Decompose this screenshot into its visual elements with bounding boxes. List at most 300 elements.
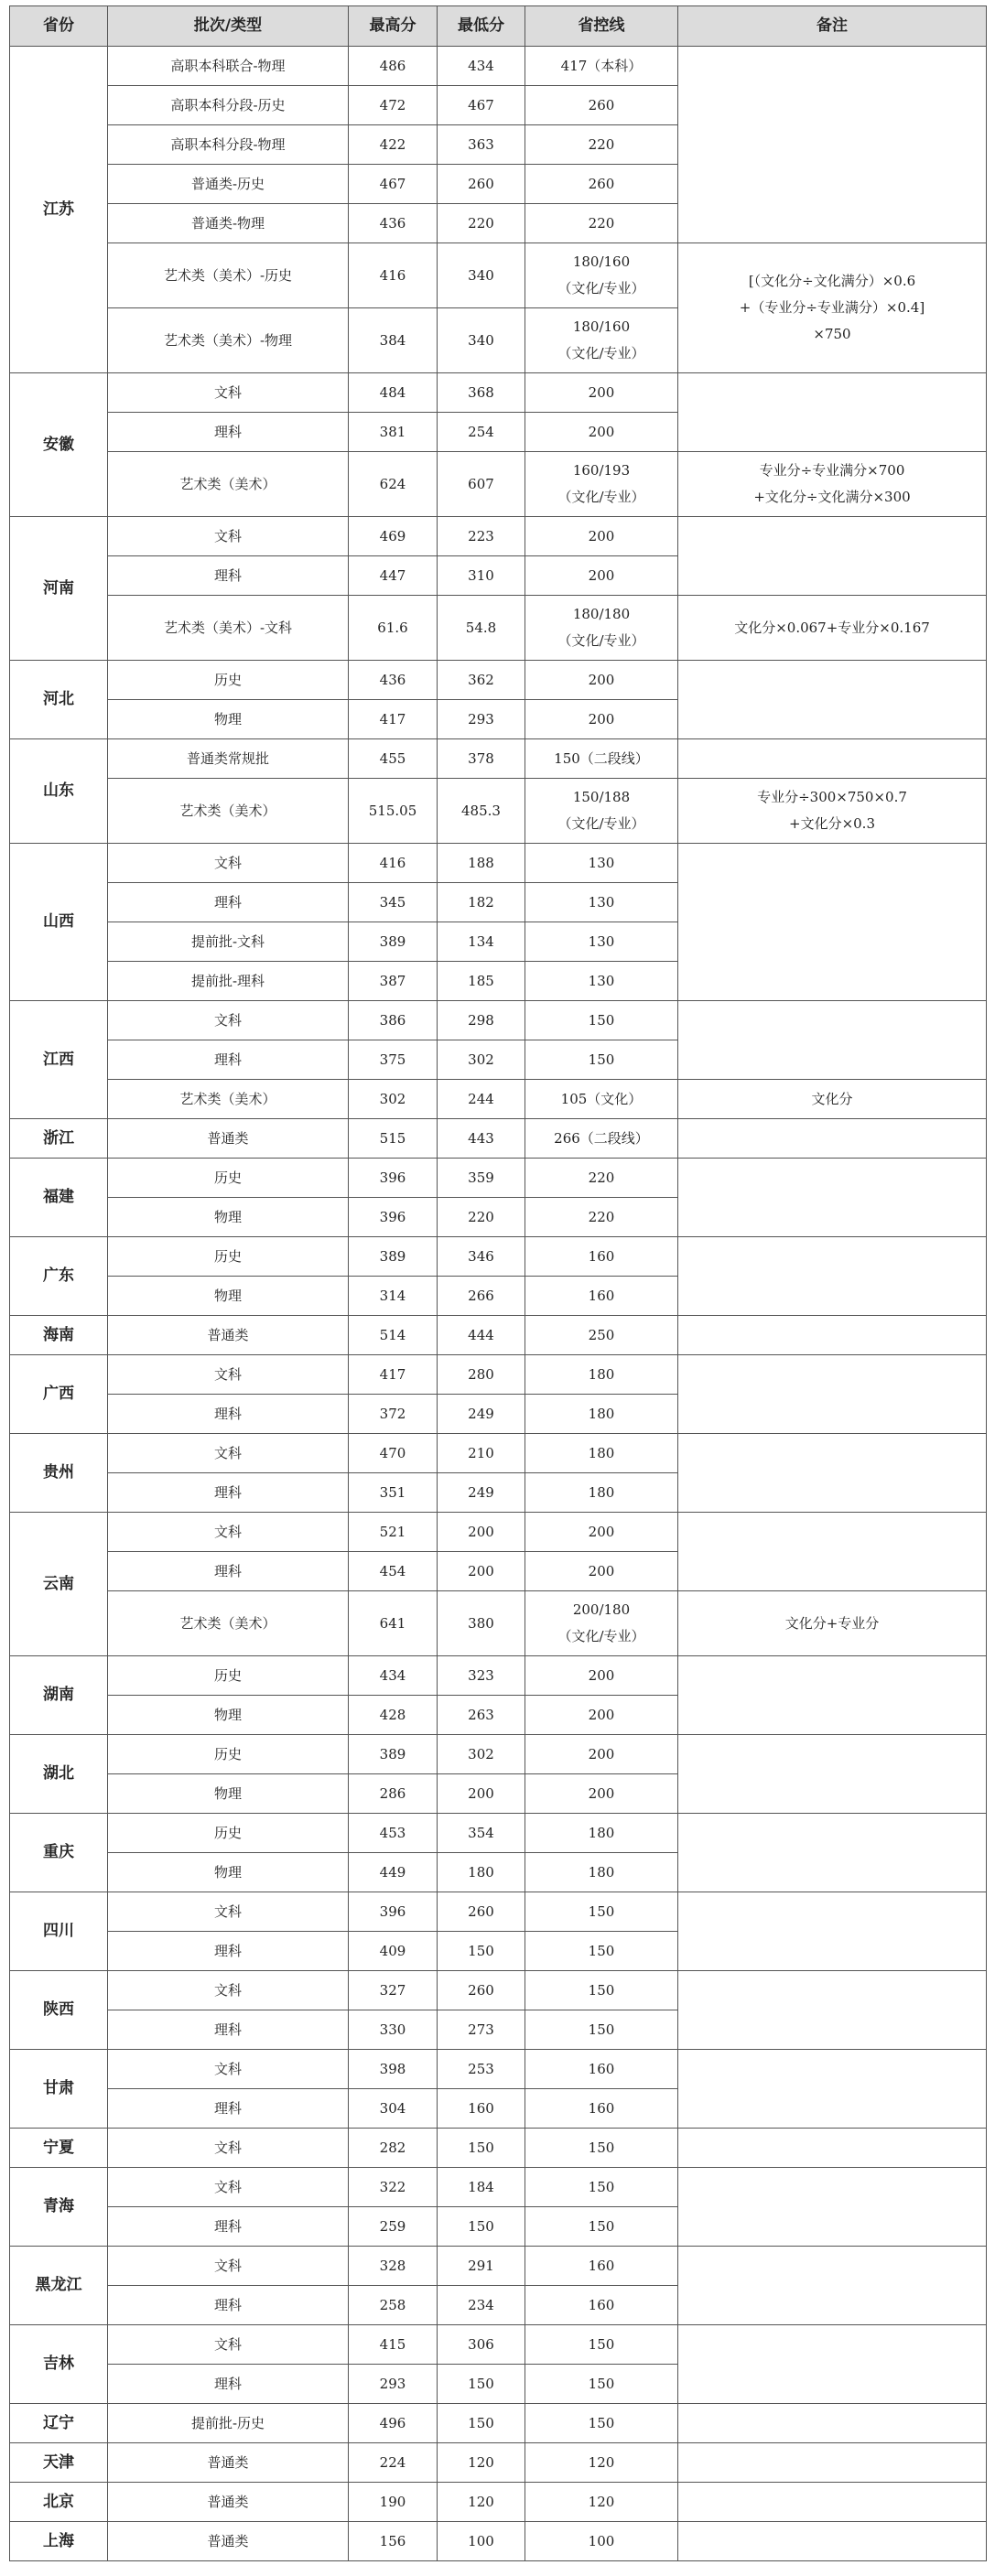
control-line-cell — [525, 1237, 678, 1277]
batch-type-cell: 历史 — [108, 1814, 349, 1853]
batch-type-cell: 物理 — [108, 1774, 349, 1814]
min-score-cell: 54.8 — [438, 596, 525, 661]
min-score-cell: 234 — [438, 2286, 525, 2325]
batch-type-cell: 文科 — [108, 1355, 349, 1395]
province-cell: 湖北 — [10, 1735, 108, 1814]
min-score-cell: 302 — [438, 1735, 525, 1774]
control-line-text: 160 — [588, 2099, 615, 2117]
batch-type-cell: 理科 — [108, 1932, 349, 1971]
batch-type-cell: 普通类常规批 — [108, 739, 349, 779]
batch-type-cell: 艺术类（美术） — [108, 1080, 349, 1119]
batch-type-cell: 文科 — [108, 2247, 349, 2286]
control-line-cell — [525, 1434, 678, 1473]
batch-type-cell: 普通类 — [108, 1119, 349, 1159]
control-line-cell — [525, 1591, 678, 1656]
control-line-cell — [525, 1473, 678, 1513]
control-line-cell — [525, 1513, 678, 1552]
min-score-cell: 340 — [438, 243, 525, 308]
batch-type-cell: 文科 — [108, 1513, 349, 1552]
province-cell: 四川 — [10, 1892, 108, 1971]
table-row — [10, 1971, 987, 2010]
notes-cell — [678, 517, 987, 596]
min-score-cell: 434 — [438, 47, 525, 86]
control-line-text: 180/180 — [572, 606, 631, 622]
batch-type-cell: 艺术类（美术）-物理 — [108, 308, 349, 373]
control-line-cell — [525, 204, 678, 243]
control-line-text: 160 — [588, 2296, 615, 2313]
control-line-cell — [525, 308, 678, 373]
max-score-cell: 389 — [349, 922, 438, 962]
header-province: 省份 — [10, 6, 108, 47]
min-score-cell: 150 — [438, 2129, 525, 2168]
min-score-cell: 150 — [438, 1932, 525, 1971]
notes-cell — [678, 2168, 987, 2247]
table-row — [10, 1355, 987, 1395]
notes-text: +文化分×0.3 — [789, 815, 875, 832]
province-cell: 甘肃 — [10, 2050, 108, 2129]
max-score-cell: 417 — [349, 700, 438, 739]
header-max-score: 最高分 — [349, 6, 438, 47]
max-score-cell: 521 — [349, 1513, 438, 1552]
batch-type-cell: 历史 — [108, 1735, 349, 1774]
control-line-text: 200 — [588, 1562, 615, 1579]
control-line-cell — [525, 2443, 678, 2483]
control-line-cell — [525, 1853, 678, 1892]
min-score-cell: 210 — [438, 1434, 525, 1473]
min-score-cell: 100 — [438, 2522, 525, 2561]
control-line-cell — [525, 922, 678, 962]
max-score-cell: 372 — [349, 1395, 438, 1434]
control-line-text: 150 — [588, 1902, 615, 1920]
max-score-cell: 455 — [349, 739, 438, 779]
max-score-cell: 375 — [349, 1040, 438, 1080]
max-score-cell: 314 — [349, 1277, 438, 1316]
notes-cell — [678, 1316, 987, 1355]
control-line-text: 180 — [588, 1365, 615, 1383]
province-cell: 江西 — [10, 1001, 108, 1119]
notes-text: 专业分÷300×750×0.7 — [757, 789, 907, 805]
min-score-cell: 280 — [438, 1355, 525, 1395]
notes-text: [（文化分÷文化满分）×0.6 — [748, 273, 916, 289]
province-cell: 河北 — [10, 661, 108, 739]
batch-type-cell: 文科 — [108, 2129, 349, 2168]
province-cell: 山东 — [10, 739, 108, 844]
batch-type-cell: 文科 — [108, 373, 349, 413]
control-line-cell — [525, 1198, 678, 1237]
table-row — [10, 1735, 987, 1774]
control-line-cell — [525, 2483, 678, 2522]
max-score-cell: 409 — [349, 1932, 438, 1971]
batch-type-cell: 艺术类（美术） — [108, 452, 349, 517]
table-row — [10, 2443, 987, 2483]
batch-type-cell: 历史 — [108, 661, 349, 700]
max-score-cell: 467 — [349, 165, 438, 204]
control-line-text: 130 — [588, 932, 615, 950]
notes-cell — [678, 243, 987, 373]
control-line-text: 150 — [588, 2335, 615, 2353]
control-line-text: 160 — [588, 1247, 615, 1265]
max-score-cell: 428 — [349, 1696, 438, 1735]
control-line-text: 200/180 — [572, 1601, 631, 1618]
min-score-cell: 120 — [438, 2443, 525, 2483]
notes-cell — [678, 1159, 987, 1237]
control-line-cell — [525, 1395, 678, 1434]
control-line-text: 200 — [588, 671, 615, 688]
table-row — [10, 1237, 987, 1277]
control-line-cell — [525, 1040, 678, 1080]
min-score-cell: 368 — [438, 373, 525, 413]
batch-type-cell: 理科 — [108, 2010, 349, 2050]
max-score-cell: 384 — [349, 308, 438, 373]
province-cell: 辽宁 — [10, 2404, 108, 2443]
min-score-cell: 298 — [438, 1001, 525, 1040]
notes-cell — [678, 661, 987, 739]
batch-type-cell: 理科 — [108, 2089, 349, 2129]
province-cell: 湖南 — [10, 1656, 108, 1735]
province-cell: 福建 — [10, 1159, 108, 1237]
min-score-cell: 346 — [438, 1237, 525, 1277]
batch-type-cell: 物理 — [108, 1198, 349, 1237]
table-row — [10, 47, 987, 86]
batch-type-cell: 文科 — [108, 517, 349, 556]
province-cell: 青海 — [10, 2168, 108, 2247]
min-score-cell: 134 — [438, 922, 525, 962]
control-line-text: （文化/专业） — [557, 489, 645, 505]
control-line-cell — [525, 1001, 678, 1040]
control-line-cell — [525, 86, 678, 125]
table-row — [10, 2404, 987, 2443]
control-line-cell — [525, 1774, 678, 1814]
max-score-cell: 302 — [349, 1080, 438, 1119]
max-score-cell: 417 — [349, 1355, 438, 1395]
batch-type-cell: 物理 — [108, 700, 349, 739]
notes-cell — [678, 2129, 987, 2168]
control-line-text: 150 — [588, 1011, 615, 1029]
notes-cell — [678, 1080, 987, 1119]
control-line-cell — [525, 1735, 678, 1774]
control-line-cell — [525, 452, 678, 517]
max-score-cell: 470 — [349, 1434, 438, 1473]
control-line-text: 200 — [588, 1784, 615, 1802]
batch-type-cell: 理科 — [108, 1552, 349, 1591]
max-score-cell: 641 — [349, 1591, 438, 1656]
max-score-cell: 515.05 — [349, 779, 438, 844]
control-line-text: 180 — [588, 1405, 615, 1422]
control-line-cell — [525, 1552, 678, 1591]
control-line-text: 130 — [588, 854, 615, 871]
max-score-cell: 416 — [349, 243, 438, 308]
batch-type-cell: 艺术类（美术）-文科 — [108, 596, 349, 661]
control-line-text: 266（二段线） — [554, 1129, 649, 1147]
notes-cell — [678, 1735, 987, 1814]
min-score-cell: 220 — [438, 204, 525, 243]
max-score-cell: 322 — [349, 2168, 438, 2207]
min-score-cell: 260 — [438, 1971, 525, 2010]
max-score-cell: 259 — [349, 2207, 438, 2247]
min-score-cell: 293 — [438, 700, 525, 739]
control-line-text: 180 — [588, 1824, 615, 1841]
min-score-cell: 260 — [438, 1892, 525, 1932]
table-row — [10, 1434, 987, 1473]
min-score-cell: 220 — [438, 1198, 525, 1237]
control-line-cell — [525, 413, 678, 452]
max-score-cell: 282 — [349, 2129, 438, 2168]
province-cell: 安徽 — [10, 373, 108, 517]
control-line-text: 220 — [588, 135, 615, 153]
table-row — [10, 2483, 987, 2522]
min-score-cell: 249 — [438, 1395, 525, 1434]
province-cell: 天津 — [10, 2443, 108, 2483]
max-score-cell: 389 — [349, 1237, 438, 1277]
control-line-cell — [525, 661, 678, 700]
min-score-cell: 185 — [438, 962, 525, 1001]
control-line-cell — [525, 883, 678, 922]
table-row — [10, 2325, 987, 2365]
batch-type-cell: 文科 — [108, 2168, 349, 2207]
table-row — [10, 1001, 987, 1040]
table-row — [10, 1316, 987, 1355]
min-score-cell: 306 — [438, 2325, 525, 2365]
notes-cell — [678, 1513, 987, 1591]
control-line-cell — [525, 1080, 678, 1119]
notes-cell — [678, 1971, 987, 2050]
batch-type-cell: 理科 — [108, 1395, 349, 1434]
batch-type-cell: 理科 — [108, 413, 349, 452]
notes-cell — [678, 2247, 987, 2325]
control-line-cell — [525, 556, 678, 596]
batch-type-cell: 普通类-物理 — [108, 204, 349, 243]
notes-cell — [678, 1119, 987, 1159]
max-score-cell: 330 — [349, 2010, 438, 2050]
max-score-cell: 453 — [349, 1814, 438, 1853]
notes-text: 文化分×0.067+专业分×0.167 — [734, 619, 930, 636]
notes-text: ×750 — [813, 326, 851, 342]
control-line-text: 105（文化） — [560, 1090, 643, 1107]
control-line-text: 200 — [588, 383, 615, 401]
control-line-text: 150 — [588, 2375, 615, 2392]
max-score-cell: 415 — [349, 2325, 438, 2365]
notes-cell — [678, 373, 987, 452]
control-line-text: 150 — [588, 2414, 615, 2431]
control-line-text: 150 — [588, 2178, 615, 2195]
control-line-cell — [525, 2404, 678, 2443]
max-score-cell: 472 — [349, 86, 438, 125]
control-line-cell — [525, 2050, 678, 2089]
notes-cell — [678, 1656, 987, 1735]
min-score-cell: 160 — [438, 2089, 525, 2129]
control-line-cell — [525, 2207, 678, 2247]
province-cell: 云南 — [10, 1513, 108, 1656]
control-line-cell — [525, 517, 678, 556]
batch-type-cell: 历史 — [108, 1656, 349, 1696]
control-line-text: 200 — [588, 1745, 615, 1762]
control-line-text: （文化/专业） — [557, 280, 645, 296]
control-line-text: 220 — [588, 1169, 615, 1186]
batch-type-cell: 高职本科联合-物理 — [108, 47, 349, 86]
table-header-row — [10, 6, 987, 47]
control-line-cell — [525, 1119, 678, 1159]
min-score-cell: 244 — [438, 1080, 525, 1119]
notes-text: 文化分 — [811, 1090, 853, 1107]
notes-cell — [678, 47, 987, 243]
control-line-text: 130 — [588, 893, 615, 911]
notes-cell — [678, 2325, 987, 2404]
batch-type-cell: 理科 — [108, 2207, 349, 2247]
province-cell: 河南 — [10, 517, 108, 661]
admission-scores-table — [9, 5, 987, 2561]
max-score-cell: 389 — [349, 1735, 438, 1774]
control-line-cell — [525, 2365, 678, 2404]
control-line-cell — [525, 373, 678, 413]
control-line-text: 200 — [588, 1666, 615, 1684]
batch-type-cell: 理科 — [108, 556, 349, 596]
control-line-cell — [525, 700, 678, 739]
notes-cell — [678, 1237, 987, 1316]
province-cell: 广东 — [10, 1237, 108, 1316]
table-row — [10, 2522, 987, 2561]
min-score-cell: 150 — [438, 2404, 525, 2443]
control-line-cell — [525, 779, 678, 844]
max-score-cell: 304 — [349, 2089, 438, 2129]
min-score-cell: 254 — [438, 413, 525, 452]
max-score-cell: 624 — [349, 452, 438, 517]
min-score-cell: 263 — [438, 1696, 525, 1735]
control-line-text: （文化/专业） — [557, 1628, 645, 1644]
max-score-cell: 327 — [349, 1971, 438, 2010]
control-line-text: 150 — [588, 1051, 615, 1068]
control-line-text: （文化/专业） — [557, 345, 645, 361]
batch-type-cell: 理科 — [108, 1473, 349, 1513]
control-line-text: （文化/专业） — [557, 632, 645, 649]
min-score-cell: 273 — [438, 2010, 525, 2050]
min-score-cell: 200 — [438, 1774, 525, 1814]
control-line-cell — [525, 2168, 678, 2207]
control-line-cell — [525, 1932, 678, 1971]
batch-type-cell: 文科 — [108, 1001, 349, 1040]
table-row — [10, 779, 987, 844]
notes-text: +（专业分÷专业满分）×0.4] — [739, 299, 925, 316]
max-score-cell: 61.6 — [349, 596, 438, 661]
min-score-cell: 260 — [438, 165, 525, 204]
notes-cell — [678, 844, 987, 1001]
control-line-cell — [525, 1159, 678, 1198]
max-score-cell: 416 — [349, 844, 438, 883]
province-cell: 海南 — [10, 1316, 108, 1355]
batch-type-cell: 普通类 — [108, 2522, 349, 2561]
control-line-text: 200 — [588, 1523, 615, 1540]
control-line-text: 250 — [588, 1326, 615, 1343]
control-line-text: （文化/专业） — [557, 815, 645, 832]
control-line-cell — [525, 243, 678, 308]
min-score-cell: 362 — [438, 661, 525, 700]
table-row — [10, 2247, 987, 2286]
notes-cell — [678, 2404, 987, 2443]
notes-text: 专业分÷专业满分×700 — [759, 462, 905, 479]
control-line-cell — [525, 1971, 678, 2010]
batch-type-cell: 提前批-理科 — [108, 962, 349, 1001]
batch-type-cell: 文科 — [108, 844, 349, 883]
control-line-cell — [525, 2129, 678, 2168]
control-line-text: 180/160 — [572, 253, 631, 270]
batch-type-cell: 高职本科分段-物理 — [108, 125, 349, 165]
notes-cell — [678, 2483, 987, 2522]
province-cell: 广西 — [10, 1355, 108, 1434]
min-score-cell: 359 — [438, 1159, 525, 1198]
notes-cell — [678, 1814, 987, 1892]
table-row — [10, 1892, 987, 1932]
control-line-cell — [525, 1656, 678, 1696]
batch-type-cell: 理科 — [108, 883, 349, 922]
min-score-cell: 182 — [438, 883, 525, 922]
table-row — [10, 1591, 987, 1656]
province-cell: 江苏 — [10, 47, 108, 373]
batch-type-cell: 高职本科分段-历史 — [108, 86, 349, 125]
batch-type-cell: 艺术类（美术） — [108, 1591, 349, 1656]
table-row — [10, 844, 987, 883]
batch-type-cell: 艺术类（美术） — [108, 779, 349, 844]
notes-cell — [678, 1434, 987, 1513]
control-line-text: 180 — [588, 1863, 615, 1881]
table-row — [10, 1119, 987, 1159]
control-line-cell — [525, 1696, 678, 1735]
min-score-cell: 485.3 — [438, 779, 525, 844]
max-score-cell: 496 — [349, 2404, 438, 2443]
control-line-text: 120 — [588, 2493, 615, 2510]
table-row — [10, 1513, 987, 1552]
min-score-cell: 184 — [438, 2168, 525, 2207]
batch-type-cell: 文科 — [108, 1971, 349, 2010]
max-score-cell: 469 — [349, 517, 438, 556]
control-line-text: 150（二段线） — [554, 749, 649, 767]
max-score-cell: 386 — [349, 1001, 438, 1040]
table-row — [10, 2050, 987, 2089]
table-row — [10, 2129, 987, 2168]
notes-cell — [678, 1001, 987, 1080]
min-score-cell: 200 — [438, 1552, 525, 1591]
max-score-cell: 258 — [349, 2286, 438, 2325]
min-score-cell: 302 — [438, 1040, 525, 1080]
province-cell: 陕西 — [10, 1971, 108, 2050]
control-line-text: 150 — [588, 1942, 615, 1959]
control-line-text: 150 — [588, 2139, 615, 2156]
table-row — [10, 373, 987, 413]
control-line-text: 200 — [588, 710, 615, 728]
control-line-cell — [525, 2089, 678, 2129]
control-line-text: 200 — [588, 566, 615, 584]
batch-type-cell: 历史 — [108, 1237, 349, 1277]
batch-type-cell: 物理 — [108, 1277, 349, 1316]
min-score-cell: 444 — [438, 1316, 525, 1355]
control-line-text: 200 — [588, 423, 615, 440]
batch-type-cell: 物理 — [108, 1696, 349, 1735]
min-score-cell: 223 — [438, 517, 525, 556]
batch-type-cell: 提前批-文科 — [108, 922, 349, 962]
control-line-text: 130 — [588, 972, 615, 989]
max-score-cell: 434 — [349, 1656, 438, 1696]
max-score-cell: 156 — [349, 2522, 438, 2561]
control-line-cell — [525, 2247, 678, 2286]
min-score-cell: 607 — [438, 452, 525, 517]
control-line-text: 160 — [588, 2060, 615, 2077]
max-score-cell: 436 — [349, 661, 438, 700]
table-row — [10, 452, 987, 517]
control-line-cell — [525, 2286, 678, 2325]
control-line-text: 200 — [588, 527, 615, 544]
min-score-cell: 253 — [438, 2050, 525, 2089]
control-line-cell — [525, 596, 678, 661]
control-line-text: 150/188 — [572, 789, 631, 805]
notes-cell — [678, 2522, 987, 2561]
